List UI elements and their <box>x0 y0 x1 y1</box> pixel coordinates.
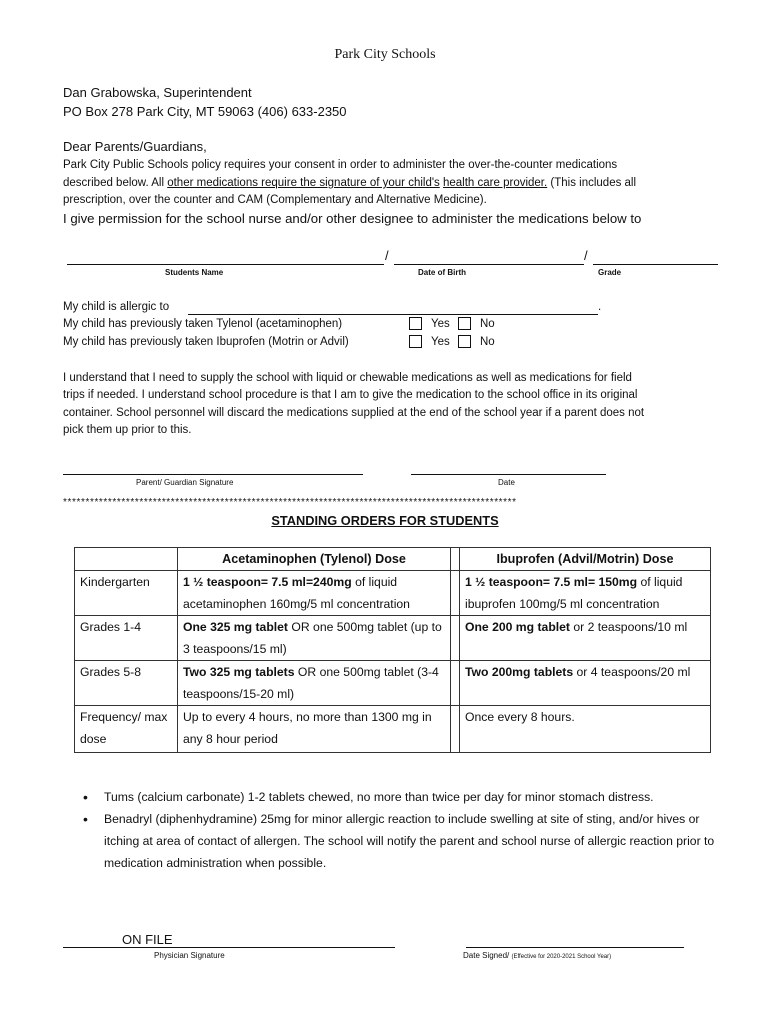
acetaminophen-dose <box>178 706 451 753</box>
ibuprofen-question: My child has previously taken Ibuprofen (Motrin or Advil) <box>63 336 349 348</box>
column-gap <box>451 571 460 616</box>
permission-statement: I give permission for the school nurse and/or other designee to administer the medications below to <box>63 211 642 226</box>
physician-date-label <box>463 951 611 960</box>
standing-orders-table <box>74 547 711 753</box>
grade-field[interactable] <box>593 264 718 265</box>
student-name-label: Students Name <box>165 268 224 277</box>
dose-bold: 1 ½ teaspoon= 7.5 ml= 150mg <box>465 575 638 589</box>
parent-date-field[interactable] <box>411 474 606 475</box>
health-care-provider-note: health care provider. <box>443 177 548 189</box>
parent-signature-label: Parent/ Guardian Signature <box>136 478 234 487</box>
date-of-birth-field[interactable] <box>394 264 584 265</box>
dose-bold: One 325 mg tablet <box>183 620 288 634</box>
dose-text: OR one 500mg tablet (3-4 teaspoons/15-20 ml) <box>183 665 439 701</box>
ibuprofen-dose <box>460 661 711 706</box>
tylenol-no-checkbox[interactable] <box>458 317 471 330</box>
on-file-text: ON FILE <box>122 932 173 947</box>
parent-date-label: Date <box>498 478 515 487</box>
date-signed-label: Date Signed/ <box>463 951 510 960</box>
table-row <box>75 706 711 753</box>
dose-text: of liquid acetaminophen 160mg/5 ml concentration <box>183 575 410 611</box>
dose-bold: Two 325 mg tablets <box>183 665 295 679</box>
table-row <box>75 571 711 616</box>
ibuprofen-dose <box>460 571 711 616</box>
list-item: • Tums (calcium carbonate) 1-2 tablets chewed, no more than twice per day for minor stomach distress. <box>80 786 720 808</box>
table-row <box>75 661 711 706</box>
understanding-line-3: container. School personnel will discard the medications supplied at the end of the school year if a parent does not <box>63 407 645 419</box>
effective-year-note: (Effective for 2020-2021 School Year) <box>511 954 612 960</box>
letter-line-2e: (This includes all <box>547 177 637 189</box>
ibuprofen-header: Ibuprofen (Advil/Motrin) Dose <box>460 548 711 571</box>
row-label: Frequency/ max dose <box>75 706 178 753</box>
row-label: Grades 1-4 <box>75 616 178 661</box>
letter-line-2a: described below. All <box>63 177 168 189</box>
acetaminophen-dose <box>178 616 451 661</box>
table-row <box>75 616 711 661</box>
row-label: Grades 5-8 <box>75 661 178 706</box>
letter-line-3: prescription, over the counter and CAM (Complementary and Alternative Medicine). <box>63 194 487 206</box>
provider-signature-note: other medications require the signature of your child's <box>167 177 440 189</box>
understanding-line-4: pick them up prior to this. <box>63 424 192 436</box>
parent-signature-field[interactable] <box>63 474 363 475</box>
column-gap <box>451 706 460 753</box>
dose-text: Once every 8 hours. <box>465 710 575 724</box>
salutation: Dear Parents/Guardians, <box>63 139 207 154</box>
dose-text: Up to every 4 hours, no more than 1300 mg in any 8 hour period <box>183 710 432 746</box>
slash-2: / <box>584 248 588 263</box>
tylenol-no-label: No <box>480 318 495 330</box>
dose-bold: 1 ½ teaspoon= 7.5 ml=240mg <box>183 575 352 589</box>
acetaminophen-dose <box>178 661 451 706</box>
row-label: Kindergarten <box>75 571 178 616</box>
ibuprofen-no-checkbox[interactable] <box>458 335 471 348</box>
dose-text: or 4 teaspoons/20 ml <box>573 665 691 679</box>
superintendent-name: Dan Grabowska, Superintendent <box>63 85 252 100</box>
otc-medication-list <box>80 786 720 874</box>
acetaminophen-dose <box>178 571 451 616</box>
list-item: • Benadryl (diphenhydramine) 25mg for minor allergic reaction to include swelling at site of sting, and/or hives or itching at area of contact of allergen. The school will notify the parent and school nurse of allergic reaction prior to medication administration when possible. <box>80 808 720 874</box>
dose-bold: One 200 mg tablet <box>465 620 570 634</box>
column-gap <box>451 548 460 571</box>
letter-line-2 <box>63 175 636 193</box>
tylenol-yes-label: Yes <box>431 318 450 330</box>
ibuprofen-dose <box>460 616 711 661</box>
grade-label: Grade <box>598 268 622 277</box>
column-gap <box>451 661 460 706</box>
understanding-line-1: I understand that I need to supply the school with liquid or chewable medications as well as medications for field <box>63 372 632 384</box>
ibuprofen-no-label: No <box>480 336 495 348</box>
understanding-line-2: trips if needed. I understand school procedure is that I am to give the medication to the school office in its original <box>63 389 638 401</box>
header-empty-cell <box>75 548 178 571</box>
standing-orders-title-text: STANDING ORDERS FOR STUDENTS <box>271 513 499 528</box>
dose-text: or 2 teaspoons/10 ml <box>569 620 688 634</box>
dose-text: of liquid ibuprofen 100mg/5 ml concentration <box>465 575 683 611</box>
physician-signature-field[interactable] <box>63 947 395 948</box>
tylenol-question: My child has previously taken Tylenol (acetaminophen) <box>63 318 343 330</box>
star-divider: ***************************************************************************************************** <box>63 497 517 508</box>
allergy-label: My child is allergic to <box>63 301 170 313</box>
district-address: PO Box 278 Park City, MT 59063 (406) 633-2350 <box>63 104 347 119</box>
table-header-row <box>75 548 711 571</box>
ibuprofen-yes-label: Yes <box>431 336 450 348</box>
ibuprofen-dose <box>460 706 711 753</box>
allergy-field[interactable] <box>188 314 598 315</box>
column-gap <box>451 616 460 661</box>
slash-1: / <box>385 248 389 263</box>
district-title: Park City Schools <box>334 47 436 62</box>
allergy-end: . <box>598 301 602 313</box>
dose-bold: Two 200mg tablets <box>465 665 574 679</box>
letter-line-1: Park City Public Schools policy requires your consent in order to administer the over-the-counter medications <box>63 159 618 171</box>
student-name-field[interactable] <box>67 264 384 265</box>
tylenol-yes-checkbox[interactable] <box>409 317 422 330</box>
ibuprofen-yes-checkbox[interactable] <box>409 335 422 348</box>
dose-text: OR one 500mg tablet (up to 3 teaspoons/15 ml) <box>183 620 442 656</box>
physician-date-field[interactable] <box>466 947 684 948</box>
date-of-birth-label: Date of Birth <box>418 268 466 277</box>
standing-orders-title <box>0 513 770 528</box>
acetaminophen-header: Acetaminophen (Tylenol) Dose <box>178 548 451 571</box>
physician-signature-label: Physician Signature <box>154 951 225 960</box>
